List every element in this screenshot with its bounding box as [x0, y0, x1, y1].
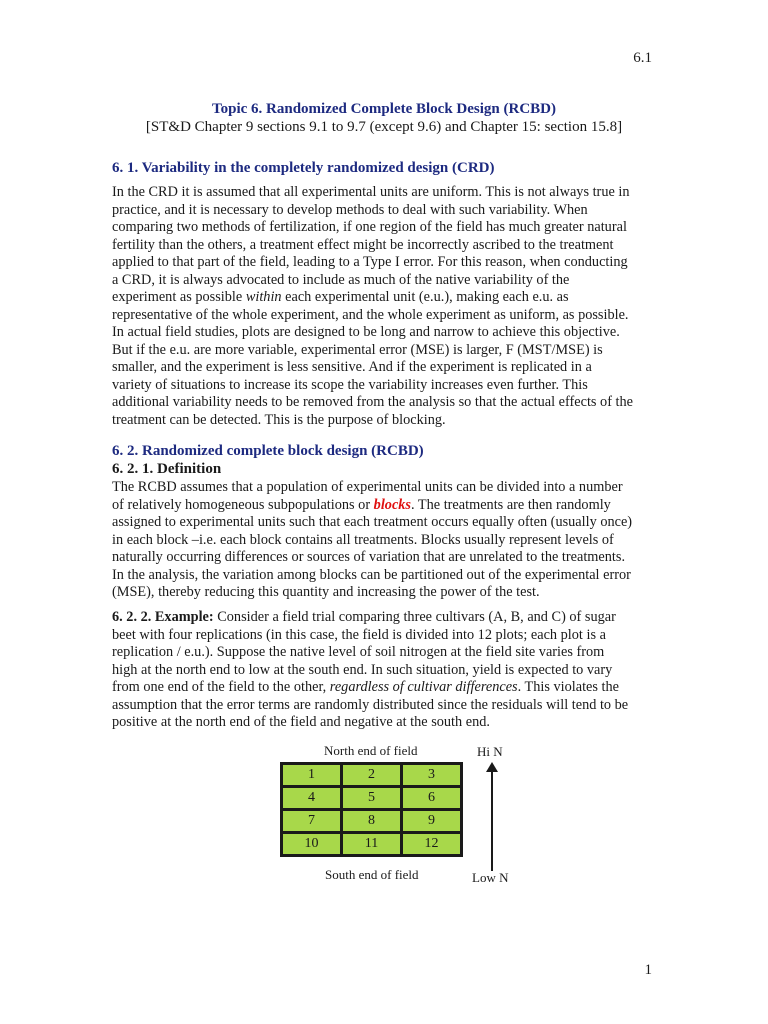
- page-number-top: 6.1: [633, 50, 652, 66]
- text-line: But if the e.u. are more variable, experimental error (MSE) is larger, F (MST/MSE) is: [112, 341, 603, 358]
- document-subtitle: [ST&D Chapter 9 sections 9.1 to 9.7 (except 9.6) and Chapter 15: section 15.8]: [145, 119, 623, 135]
- example-paragraph: [112, 609, 657, 732]
- text-line: assumption that the error terms are randomly distributed since the residuals will tend to be: [112, 696, 629, 713]
- example-label: 6. 2. 2. Example:: [112, 609, 214, 625]
- text-line: (MSE), thereby reducing this quantity and increasing the power of the test.: [112, 584, 540, 600]
- text-run: experiment as possible: [112, 289, 246, 305]
- emphasis-within: within: [245, 289, 282, 305]
- definition-paragraph: [112, 479, 657, 602]
- text-run: . The treatments are then randomly: [411, 496, 611, 513]
- emphasis-blocks: blocks: [373, 496, 411, 513]
- text-line: In the CRD it is assumed that all experimental units are uniform. This is not always true in: [112, 184, 630, 200]
- text-line: [112, 497, 657, 515]
- section2-heading: 6. 2. Randomized complete block design (RCBD): [112, 443, 424, 459]
- plot-cell: 7: [282, 810, 342, 833]
- page-number-bottom: 1: [644, 962, 652, 978]
- hi-n-label: Hi N: [477, 744, 503, 759]
- subsection-definition-heading: 6. 2. 1. Definition: [112, 461, 222, 477]
- text-run: from one end of the field to the other,: [112, 679, 330, 695]
- plot-cell: 9: [402, 810, 462, 833]
- plot-cell: 8: [342, 810, 402, 833]
- text-line: The RCBD assumes that a population of experimental units can be divided into a number: [112, 479, 623, 495]
- low-n-label: Low N: [472, 870, 509, 885]
- section1-heading: 6. 1. Variability in the completely randomized design (CRD): [112, 160, 495, 176]
- text-line: In actual field studies, plots are designed to be long and narrow to achieve this objective.: [112, 324, 620, 340]
- plot-cell: 4: [282, 787, 342, 810]
- emphasis-regardless: regardless of cultivar differences: [329, 679, 518, 695]
- text-line: naturally occurring differences or sources of variation that are unrelated to the treatments.: [112, 549, 626, 565]
- plot-cell: 6: [402, 787, 462, 810]
- text-line: [112, 679, 657, 697]
- document-title: Topic 6. Randomized Complete Block Design (RCBD): [211, 101, 557, 117]
- south-end-label: South end of field: [325, 867, 419, 882]
- text-line: positive at the north end of the field and negative at the south end.: [112, 714, 490, 730]
- plot-cell: 11: [342, 833, 402, 856]
- field-plot-grid: [280, 762, 463, 857]
- section1-paragraph: [112, 184, 657, 429]
- plot-cell: 5: [342, 787, 402, 810]
- text-run: of relatively homogeneous subpopulations or: [112, 496, 374, 513]
- text-run: . This violates the: [517, 679, 619, 695]
- text-line: practice, and it is necessary to develop methods to deal with such variability. When: [112, 201, 588, 218]
- text-line: in each block –i.e. each block contains all treatments. Blocks usually represent levels of: [112, 531, 614, 548]
- text-line: high at the north end to low at the south end. In such situation, yield is expected to vary: [112, 661, 613, 678]
- text-line: assigned to experimental units such that each treatment occurs equally often (usually once): [112, 514, 633, 530]
- nitrogen-gradient-arrow: [491, 768, 493, 871]
- text-line: [112, 289, 657, 307]
- text-line: a CRD, it is always advocated to include as much of the native variability of the: [112, 271, 570, 288]
- plot-cell: 3: [402, 764, 462, 787]
- grid-row: [282, 764, 462, 787]
- text-line: additional variability needs to be removed from the analysis so that the actual effects of the: [112, 394, 634, 410]
- text-line: variety of situations to increase its scope the variability increases even further. This: [112, 376, 588, 393]
- plot-cell: 2: [342, 764, 402, 787]
- text-line: comparing two methods of fertilization, if one region of the field has much greater natural: [112, 219, 627, 235]
- plot-cell: 12: [402, 833, 462, 856]
- grid-row: [282, 787, 462, 810]
- plot-cell: 1: [282, 764, 342, 787]
- text-line: treatment can be detected. This is the purpose of blocking.: [112, 411, 446, 428]
- grid-row: [282, 833, 462, 856]
- text-line: applied to that part of the field, leading to a Type I error. For this reason, when conducting: [112, 254, 628, 270]
- text-line: representative of the whole experiment, and the whole experiment as uniform, as possible.: [112, 306, 629, 323]
- text-line: beet with four replications (in this case, the field is divided into 12 plots; each plot is a: [112, 626, 606, 643]
- plot-cell: 10: [282, 833, 342, 856]
- text-line: replication / e.u.). Suppose the native level of soil nitrogen at the field site varies from: [112, 644, 605, 660]
- grid-row: [282, 810, 462, 833]
- text-run: each experimental unit (e.u.), making each e.u. as: [281, 289, 569, 305]
- text-line: In the analysis, the variation among blocks can be partitioned out of the experimental error: [112, 566, 631, 583]
- text-line: smaller, and the experiment is less sensitive. And if the experiment is replicated in a: [112, 359, 592, 375]
- text-line: fertility than the others, a treatment effect might be incorrectly ascribed to the treatment: [112, 236, 614, 253]
- text-run: Consider a field trial comparing three cultivars (A, B, and C) of sugar: [213, 609, 616, 625]
- text-line: [112, 609, 657, 627]
- north-end-label: North end of field: [324, 743, 418, 758]
